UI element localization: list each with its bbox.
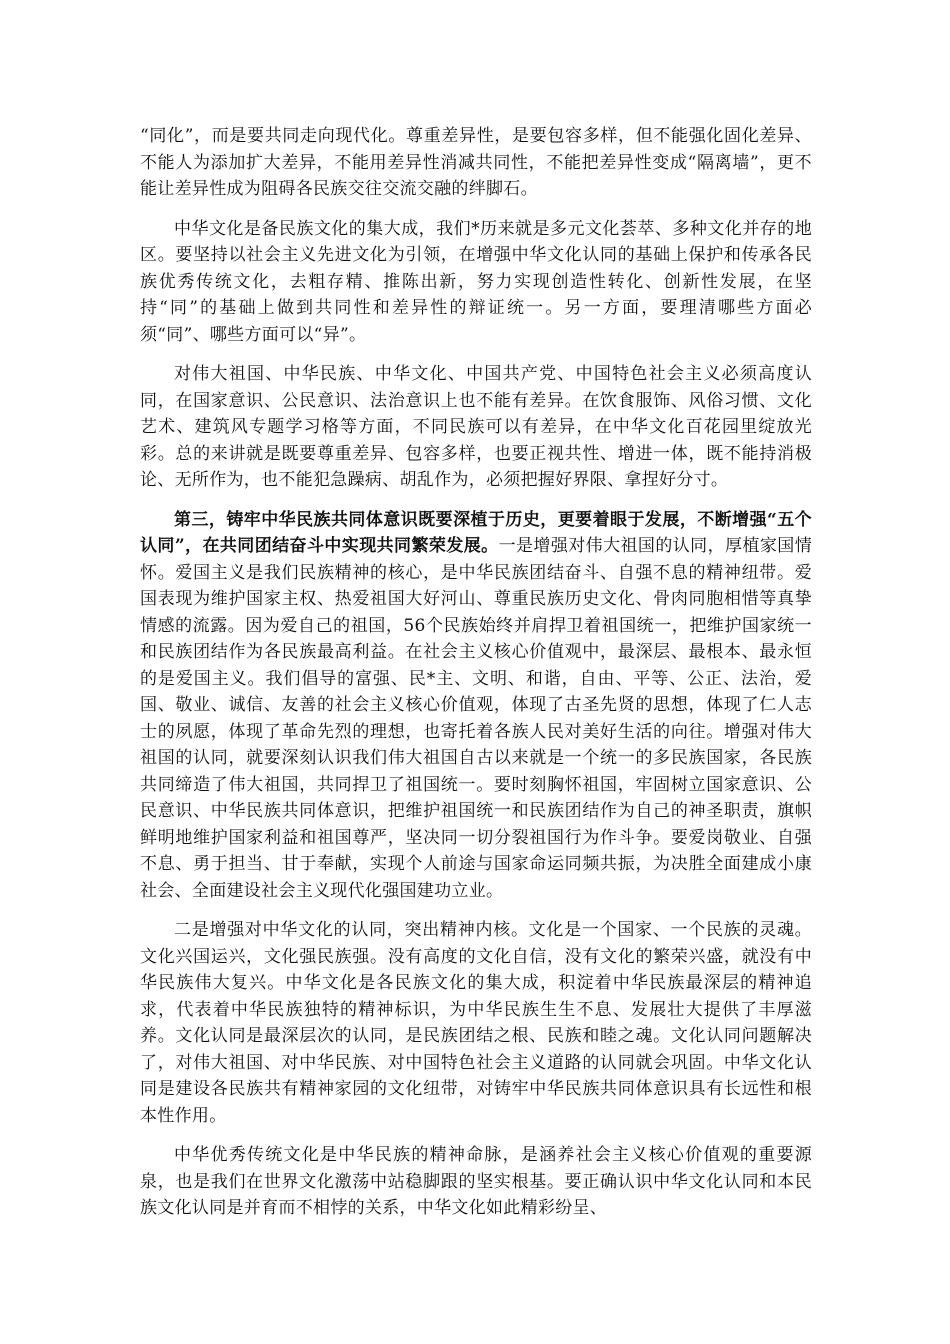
paragraph-2: 中华文化是备民族文化的集大成，我们*历来就是多元文化荟萃、多种文化并存的地区。要坚持以社会主义先进文化为引领，在增强中华文化认同的基础上保护和传承各民族优秀传统文化，去粗存精、推陈出新，努力实现创造性转化、创新性发展，在坚持“同”的基础上做到共同性和差异性的辩证统一。另一方面，要理清哪些方面必须“同”、哪些方面可以“异”。 [140,218,812,345]
paragraph-1: “同化”，而是要共同走向现代化。尊重差异性，是要包容多样，但不能强化固化差异、不能人为添加扩大差异，不能用差异性消减共同性，不能把差异性变成“隔离墙”，更不能让差异性成为阻碍各民族交往交流交融的绊脚石。 [140,126,812,199]
document-body [140,123,812,1235]
paragraph-5: 二是增强对中华文化的认同，突出精神内核。文化是一个国家、一个民族的灵魂。文化兴国运兴，文化强民族强。没有高度的文化自信，没有文化的繁荣兴盛，就没有中华民族伟大复兴。中华文化是各民族文化的集大成，积淀着中华民族最深层的精神追求，代表着中华民族独特的精神标识，为中华民族生生不息、发展壮大提供了丰厚滋养。文化认同是最深层次的认同，是民族团结之根、民族和睦之魂。文化认同问题解决了，对伟大祖国、对中华民族、对中国特色社会主义道路的认同就会巩固。中华文化认同是建设各民族共有精神家园的文化纽带，对铸牢中华民族共同体意识具有长远性和根本性作用。 [140,920,812,1126]
paragraph-4-bold-lead: 第三，铸牢中华民族共同体意识既要深植于历史，更要着眼于发展，不断增强“五个认同”，在共同团结奋斗中实现共同繁荣发展。 [140,509,812,556]
paragraph-3: 对伟大祖国、中华民族、中华文化、中国共产党、中国特色社会主义必须高度认同，在国家意识、公民意识、法治意识上也不能有差异。在饮食服饰、风俗习惯、文化艺术、建筑风专题学习格等方面，不同民族可以有差异，在中华文化百花园里绽放光彩。总的来讲就是既要尊重差异、包容多样，也要正视共性、增进一体，既不能持消极论、无所作为，也不能犯急躁病、胡乱作为，必须把握好界限、拿捏好分寸。 [140,364,812,490]
paragraph-4-body: 一是增强对伟大祖国的认同，厚植家国情怀。爱国主义是我们民族精神的核心，是中华民族团结奋斗、自强不息的精神纽带。爱国表现为维护国家主权、热爱祖国大好河山、尊重民族历史文化、骨肉同胞相惜等真挚情感的流露。因为爱自己的祖国，56个民族始终并肩捍卫着祖国统一，把维护国家统一和民族团结作为各民族最高利益。在社会主义核心价值观中，最深层、最根本、最永恒的是爱国主义。我们倡导的富强、民*主、文明、和谐，自由、平等、公正、法治，爱国、敬业、诚信、友善的社会主义核心价值观，体现了古圣先贤的思想，体现了仁人志士的夙愿，体现了革命先烈的理想，也寄托着各族人民对美好生活的向往。增强对伟大祖国的认同，就要深刻认识我们伟大祖国自古以来就是一个统一的多民族国家，各民族共同缔造了伟大祖国，共同捍卫了祖国统一。要时刻胸怀祖国，牢固树立国家意识、公民意识、中华民族共同体意识，把维护祖国统一和民族团结作为自己的神圣职责，旗帜鲜明地维护国家利益和祖国尊严，坚决同一切分裂祖国行为作斗争。要爱岗敬业、自强不息、勇于担当、甘于奉献，实现个人前途与国家命运同频共振，为决胜全面建成小康社会、全面建设社会主义现代化强国建功立业。 [140,536,812,901]
paragraph-4 [140,507,812,905]
paragraph-6: 中华优秀传统文化是中华民族的精神命脉，是涵养社会主义核心价值观的重要源泉，也是我们在世界文化激荡中站稳脚跟的坚实根基。要正确认识中华文化认同和本民族文化认同是并育而不相悖的关系，中华文化如此精彩纷呈、 [140,1145,812,1218]
